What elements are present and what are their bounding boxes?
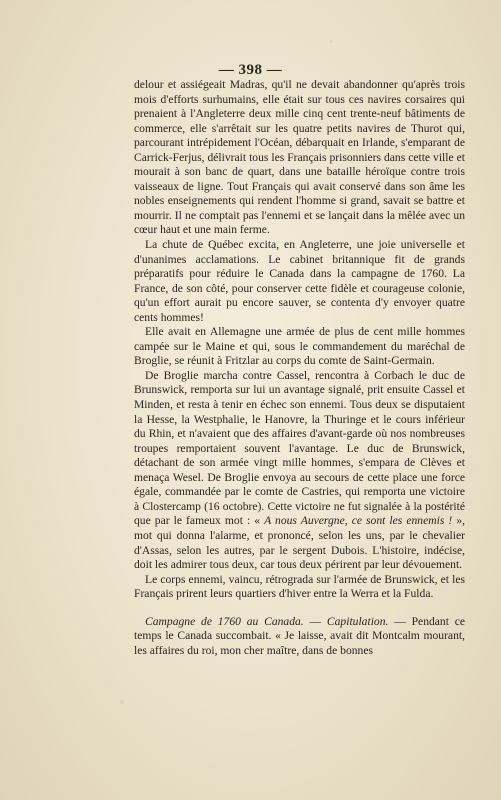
- section-paragraph: [134, 615, 465, 659]
- paragraph-4-text-before: De Broglie marcha contre Cassel, rencontra à Corbach le duc de Brunswick, remporta sur lui un avantage signalé, prit ensuite Cassel et Minden, et resta à tenir en échec son ennemi. Tous deux se disputaient la Hesse, la Westphalie, le Hanovre, la Thuringe et le cours inférieur du Rhin, et n'avaient que des affaires d'avant-garde où nos nombreuses troupes remportaient souvent l'avantage. Le duc de Brunswick, détachant de son armée vingt mille hommes, s'empara de Clèves et menaça Wesel. De Broglie envoya au secours de cette place une force égale, commandée par le comte de Castries, qui remporta une victoire à Clostercamp (16 octobre). Cette victoire ne fut signalée à la postérité que par le fameux mot : «: [134, 368, 465, 528]
- section-subtitle: Capitulation.: [326, 614, 389, 628]
- paper-speck: [120, 700, 124, 704]
- paragraph-2: La chute de Québec excita, en Angleterre, une joie universelle et d'unanimes acclamations. Le cabinet britannique fit de grands préparatifs pour réduire le Canada dans la campagne de 1760. La France, de son côté, pour conserver cette fidèle et courageuse colonie, qu'un effort aurait pu encore sauver, se contenta d'y envoyer quatre cents hommes!: [134, 238, 465, 324]
- paragraph-4: [134, 369, 465, 573]
- paragraph-5: Le corps ennemi, vaincu, rétrograda sur l'armée de Brunswick, et les Français prirent leurs quartiers d'hiver entre la Werra et la Fulda.: [134, 572, 465, 601]
- paragraph-4-text-after: », mot qui donna l'alarme, et prononcé, selon les uns, par le chevalier d'Assas, selon les autres, par le sergent Dubois. L'histoire, indécise, doit les admirer tous deux, car tous deux périrent par leur dévouement.: [134, 514, 466, 572]
- section-title: Campagne de 1760 au Canada.: [145, 614, 304, 628]
- page-number: — 398 —: [218, 62, 283, 78]
- paragraph-1: delour et assiégeait Madras, qu'il ne devait abandonner qu'après trois mois d'efforts surhumains, elle était sur tous ces navires corsaires qui prenaient à l'Angleterre deux mille cinq cent trente-neuf bâtiments de commerce, elle s'arrêtait sur les quatre petits navires de Thurot qui, parcourant intrépidement l'Océan, débarquait en Irlande, s'emparant de Carrick-Ferjus, délivrait tous les Français prisonniers dans cette ville et mourait à son banc de quart, dans une bataille héroïque contre trois vaisseaux de ligne. Tout Français qui avait conservé dans son âme les nobles enseignements qui rendent l'homme si grand, savait se battre et mourrir. Il ne comptait pas l'ennemi et se lançait dans la mêlée avec un cœur haut et une main ferme.: [134, 78, 465, 237]
- paper-speck: [330, 40, 333, 43]
- famous-quote: A nous Auvergne, ce sont les ennemis !: [264, 514, 453, 528]
- body-text: [134, 78, 465, 658]
- paragraph-3: Elle avait en Allemagne une armée de plus de cent mille hommes campée sur le Maine et qui, sous le commandement du maréchal de Broglie, se réunit à Fritzlar au corps du comte de Saint-Germain.: [134, 325, 465, 368]
- section-separator-1: —: [303, 614, 327, 628]
- section-text: Pendant ce temps le Canada succombait. « Je laisse, avait dit Montcalm mourant, les affaires du roi, mon cher maître, dans de bonnes: [134, 614, 466, 657]
- section-separator-2: —: [388, 614, 412, 628]
